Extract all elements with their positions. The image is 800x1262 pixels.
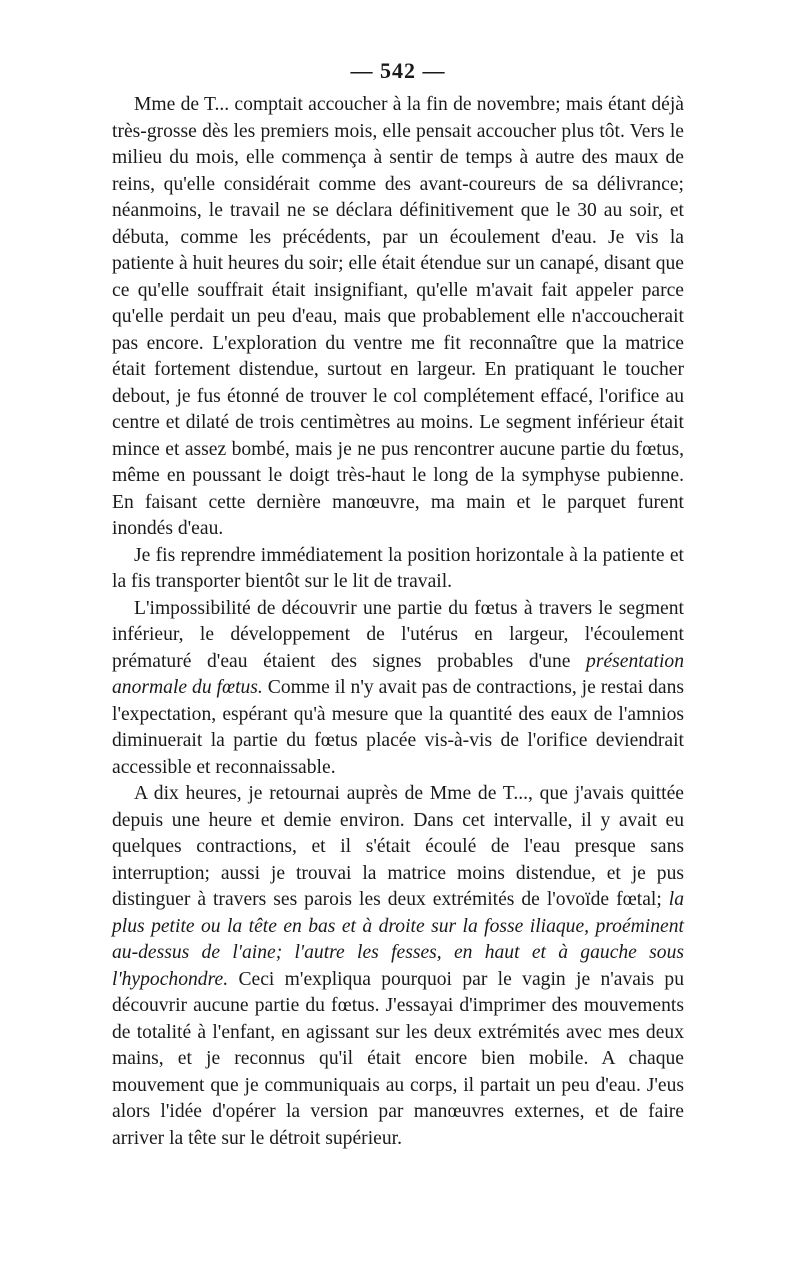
paragraph-text: Ceci m'expliqua pourquoi par le vagin je n'avais pu découvrir aucune partie du fœtus. J'essayai d'imprimer des mouvements de totalité à l'enfant, en agissant sur les deux extrémités avec mes deux mains, et je reconnus qu'il était encore bien mobile. A chaque mouvement que je communiquais au corps, il partait un peu d'eau. J'eus alors l'idée d'opérer la version par manœuvres externes, et de faire arriver la tête sur le détroit supérieur. bbox=[112, 968, 684, 1149]
paragraph-1 bbox=[112, 92, 684, 543]
paragraph-4 bbox=[112, 781, 684, 1152]
paragraph-text: Comme il n'y avait pas de contractions, je restai dans l'expectation, espérant qu'à mesure que la quantité des eaux de l'amnios diminuerait la partie du fœtus placée vis-à-vis de l'orifice deviendrait accessible et reconnaissable. bbox=[112, 677, 684, 778]
paragraph-text: L'impossibilité de découvrir une partie du fœtus à travers le segment inférieur, le développement de l'utérus en largeur, l'écoulement prématuré d'eau étaient des signes probables d'une bbox=[112, 597, 684, 672]
italic-text: présentation anormale du fœtus. bbox=[112, 650, 684, 698]
paragraph-text: Je fis reprendre immédiatement la position horizontale à la patiente et la fis transporter bientôt sur le lit de travail. bbox=[112, 544, 684, 592]
paragraph-text: Mme de T... comptait accoucher à la fin de novembre; mais étant déjà très-grosse dès les premiers mois, elle pensait accoucher plus tôt. Vers le milieu du mois, elle commença à sentir de temps à autre des maux de reins, qu'elle considérait comme des avant-coureurs de sa délivrance; néanmoins, le travail ne se déclara définitivement que le 30 au soir, et débuta, comme les précédents, par un écoulement d'eau. Je vis la patiente à huit heures du soir; elle était étendue sur un canapé, disant que ce qu'elle souffrait était insignifiant, qu'elle m'avait fait appeler parce qu'elle perdait un peu d'eau, mais que probablement elle n'accoucherait pas encore. L'exploration du ventre me fit reconnaître que la matrice était fortement distendue, surtout en largeur. En pratiquant le toucher debout, je fus étonné de trouver le col complétement effacé, l'orifice au centre et dilaté de trois centimètres au moins. Le segment inférieur était mince et assez bombé, mais je ne pus rencontrer aucune partie du fœtus, même en poussant le doigt très-haut le long de la symphyse pubienne. En faisant cette dernière manœuvre, ma main et le parquet furent inondés d'eau. bbox=[112, 94, 684, 539]
book-page bbox=[112, 58, 684, 1152]
italic-text: la plus petite ou la tête en bas et à droite sur la fosse iliaque, proéminent au-dessus de l'aine; l'autre les fesses, en haut et à gauche sous l'hypochondre. bbox=[112, 889, 684, 990]
paragraph-3 bbox=[112, 596, 684, 782]
paragraph-2 bbox=[112, 543, 684, 596]
paragraph-text: A dix heures, je retournai auprès de Mme de T..., que j'avais quittée depuis une heure et demie environ. Dans cet intervalle, il y avait eu quelques contractions, et il s'était écoulé de l'eau presque sans interruption; aussi je trouvai la matrice moins distendue, et je pus distinguer à travers ses parois les deux extrémités de l'ovoïde fœtal; bbox=[112, 783, 684, 910]
page-number: — 542 — bbox=[350, 58, 446, 83]
